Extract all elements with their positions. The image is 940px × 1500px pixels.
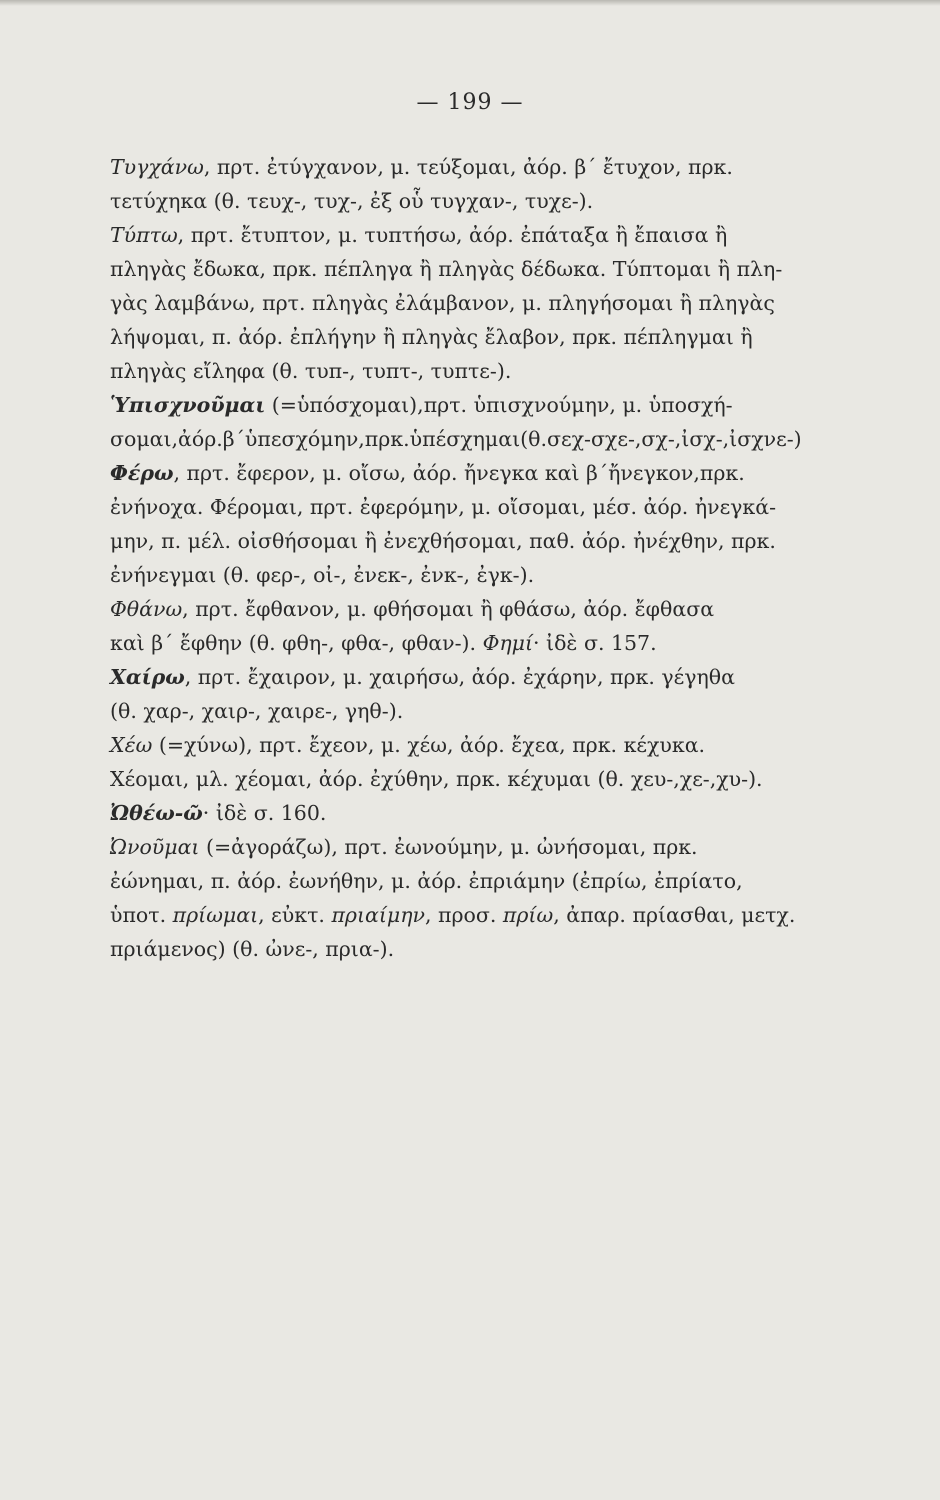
headword: Χαίρω bbox=[110, 665, 185, 689]
text-segment: , πρτ. ἔτυπτον, μ. τυπτήσω, ἀόρ. ἐπάταξα ἢ ἔπαισα ἢ bbox=[177, 223, 728, 247]
text-segment: λήψομαι, π. ἀόρ. ἐπλήγην ἢ πληγὰς ἔλαβον, πρκ. πέπληγμαι ἢ bbox=[110, 325, 753, 349]
text-line bbox=[110, 558, 810, 592]
page-top-edge bbox=[0, 0, 940, 6]
text-segment: πριαίμην bbox=[331, 903, 425, 927]
text-line bbox=[110, 728, 810, 762]
page-number: — 199 — bbox=[416, 90, 524, 115]
text-line bbox=[110, 218, 810, 252]
text-segment: σομαι,ἀόρ.β΄ὑπεσχόμην,πρκ.ὑπέσχημαι(θ.σεχ-σχε-,σχ-,ἰσχ-,ἰσχνε-) bbox=[110, 427, 802, 451]
headword: Φέρω bbox=[110, 461, 174, 485]
text-segment: τετύχηκα (θ. τευχ-, τυχ-, ἐξ οὗ τυγχαν-, τυχε-). bbox=[110, 189, 594, 213]
text-segment: ἐώνημαι, π. ἀόρ. ἐωνήθην, μ. ἀόρ. ἐπριάμην (ἐπρίω, ἐπρίατο, bbox=[110, 869, 743, 893]
text-line bbox=[110, 660, 810, 694]
text-line bbox=[110, 184, 810, 218]
text-segment: · ἰδὲ σ. 160. bbox=[202, 801, 327, 825]
text-line bbox=[110, 354, 810, 388]
text-segment: Φημί bbox=[482, 631, 534, 655]
text-segment: , πρτ. ἔφερον, μ. οἴσω, ἀόρ. ἤνεγκα καὶ β΄ἤνεγκον,πρκ. bbox=[173, 461, 745, 485]
text-line bbox=[110, 898, 810, 932]
text-segment: πληγὰς εἴληφα (θ. τυπ-, τυπτ-, τυπτε-). bbox=[110, 359, 512, 383]
headword: Φθάνω bbox=[110, 597, 183, 621]
headword: Ὠνοῦμαι bbox=[110, 835, 200, 859]
text-segment: , πρτ. ἔφθανον, μ. φθήσομαι ἢ φθάσω, ἀόρ. ἔφθασα bbox=[182, 597, 715, 621]
headword: Τύπτω bbox=[110, 223, 178, 247]
text-line bbox=[110, 932, 810, 966]
headword: Ὑπισχνοῦμαι bbox=[110, 393, 266, 417]
text-line bbox=[110, 252, 810, 286]
text-segment: , πρτ. ἔχαιρον, μ. χαιρήσω, ἀόρ. ἐχάρην, πρκ. γέγηθα bbox=[184, 665, 735, 689]
text-line bbox=[110, 456, 810, 490]
text-line bbox=[110, 626, 810, 660]
text-line bbox=[110, 864, 810, 898]
text-segment: ὑποτ. bbox=[110, 903, 173, 927]
text-segment: , πρτ. ἐτύγχανον, μ. τεύξομαι, ἀόρ. β΄ ἔτυχον, πρκ. bbox=[203, 155, 733, 179]
text-line bbox=[110, 796, 810, 830]
headword: Τυγχάνω bbox=[110, 155, 204, 179]
text-segment: , ἀπαρ. πρίασθαι, μετχ. bbox=[553, 903, 796, 927]
text-segment: (=ἀγοράζω), πρτ. ἐωνούμην, μ. ὠνήσομαι, πρκ. bbox=[199, 835, 698, 859]
text-segment: γὰς λαμβάνω, πρτ. πληγὰς ἐλάμβανον, μ. πληγήσομαι ἢ πληγὰς bbox=[110, 291, 775, 315]
text-segment: πληγὰς ἔδωκα, πρκ. πέπληγα ἢ πληγὰς δέδωκα. Τύπτομαι ἢ πλη- bbox=[110, 257, 783, 281]
text-line bbox=[110, 388, 810, 422]
text-segment: Χέομαι, μλ. χέομαι, ἀόρ. ἐχύθην, πρκ. κέχυμαι (θ. χευ-,χε-,χυ-). bbox=[110, 767, 763, 791]
text-segment: πρίω bbox=[502, 903, 554, 927]
text-segment: πριάμενος) (θ. ὠνε-, πρια-). bbox=[110, 937, 395, 961]
text-line bbox=[110, 150, 810, 184]
text-segment: · ἰδὲ σ. 157. bbox=[533, 631, 657, 655]
text-segment: , προσ. bbox=[424, 903, 503, 927]
text-line bbox=[110, 422, 810, 456]
text-segment: ἐνήνεγμαι (θ. φερ-, οἰ-, ἐνεκ-, ἐνκ-, ἐγκ-). bbox=[110, 563, 535, 587]
text-segment: καὶ β΄ ἔφθην (θ. φθη-, φθα-, φθαν-). bbox=[110, 631, 483, 655]
text-segment: , εὐκτ. bbox=[258, 903, 332, 927]
text-line bbox=[110, 830, 810, 864]
text-line bbox=[110, 320, 810, 354]
headword: Ὠθέω-ῶ bbox=[110, 801, 203, 825]
dictionary-text-block bbox=[110, 150, 810, 966]
text-line bbox=[110, 490, 810, 524]
text-line bbox=[110, 286, 810, 320]
text-segment: (θ. χαρ-, χαιρ-, χαιρε-, γηθ-). bbox=[110, 699, 404, 723]
text-line bbox=[110, 592, 810, 626]
text-line bbox=[110, 694, 810, 728]
text-line bbox=[110, 762, 810, 796]
text-segment: ἐνήνοχα. Φέρομαι, πρτ. ἐφερόμην, μ. οἴσομαι, μέσ. ἀόρ. ἠνεγκά- bbox=[110, 495, 777, 519]
text-segment: μην, π. μέλ. οἰσθήσομαι ἢ ἐνεχθήσομαι, παθ. ἀόρ. ἠνέχθην, πρκ. bbox=[110, 529, 776, 553]
headword: Χέω bbox=[110, 733, 153, 757]
text-segment: (=χύνω), πρτ. ἔχεον, μ. χέω, ἀόρ. ἔχεα, πρκ. κέχυκα. bbox=[152, 733, 706, 757]
text-segment: πρίωμαι bbox=[172, 903, 259, 927]
text-segment: (=ὑπόσχομαι),πρτ. ὑπισχνούμην, μ. ὑποσχή- bbox=[265, 393, 733, 417]
text-line bbox=[110, 524, 810, 558]
